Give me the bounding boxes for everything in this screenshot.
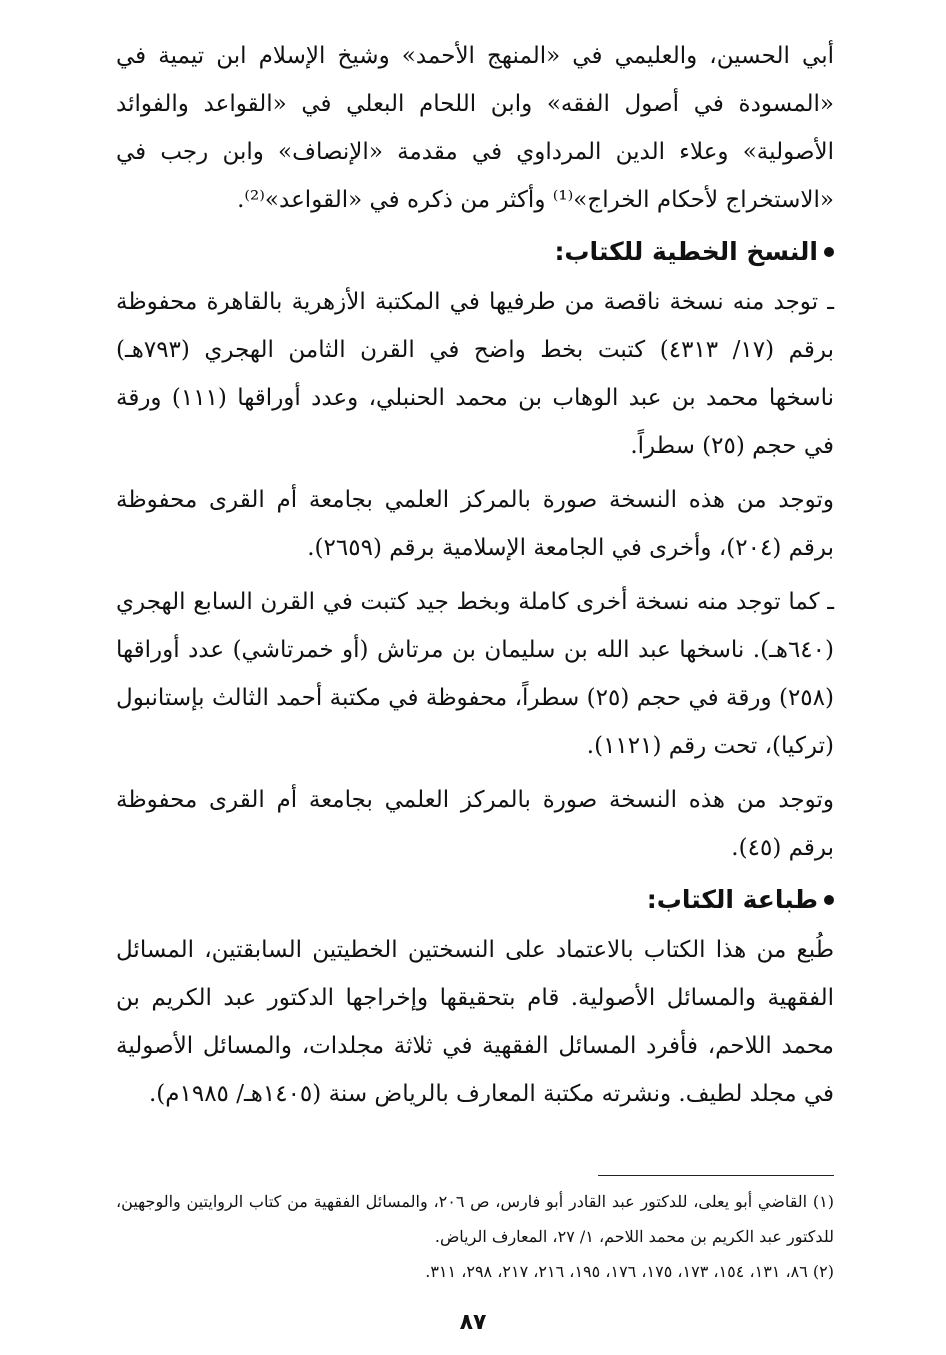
page-number: ٨٧ [459, 1310, 487, 1335]
manuscript-paragraph-3: ـ كما توجد منه نسخة أخرى كاملة وبخط جيد كتبت في القرن السابع الهجري (٦٤٠هـ). ناسخها عبد الله بن سليمان بن مرتاش (أو خمرتاشي) عدد أوراقها (٢٥٨) ورقة في حجم (٢٥) سطراً، محفوظة في مكتبة أحمد الثالث بإستانبول (تركيا)، تحت رقم (١١٢١). [116, 589, 834, 759]
manuscripts-heading [116, 228, 834, 276]
manuscript-paragraph-2: وتوجد من هذه النسخة صورة بالمركز العلمي بجامعة أم القرى محفوظة برقم (٢٠٤)، وأخرى في الجامعة الإسلامية برقم (٢٦٥٩). [116, 487, 834, 561]
manuscripts-heading-text: النسخ الخطية للكتاب: [554, 237, 818, 266]
footnotes [116, 1184, 834, 1289]
bullet-icon [824, 895, 834, 905]
footnote-divider [598, 1175, 834, 1176]
intro-paragraph: أبي الحسين، والعليمي في «المنهج الأحمد» وشيخ الإسلام ابن تيمية في «المسودة في أصول الفقه» وابن اللحام البعلي في «القواعد والفوائد الأصولية» وعلاء الدين المرداوي في مقدمة «الإنصاف» وابن رجب في «الاستخراج لأحكام الخراج»⁽¹⁾ وأكثر من ذكره في «القواعد»⁽²⁾. [116, 43, 834, 213]
main-text [116, 32, 834, 1118]
printing-heading-text: طباعة الكتاب: [646, 885, 818, 914]
printing-paragraph: طُبع من هذا الكتاب بالاعتماد على النسختين الخطيتين السابقتين، المسائل الفقهية والمسائل الأصولية. قام بتحقيقها وإخراجها الدكتور عبد الكريم بن محمد اللاحم، فأفرد المسائل الفقهية في ثلاثة مجلدات، والمسائل الأصولية في مجلد لطيف. ونشرته مكتبة المعارف بالرياض سنة (١٤٠٥هـ/ ١٩٨٥م). [116, 937, 834, 1107]
manuscript-paragraph-1: ـ توجد منه نسخة ناقصة من طرفيها في المكتبة الأزهرية بالقاهرة محفوظة برقم (١٧/ ٤٣١٣) كتبت بخط واضح في القرن الثامن الهجري (٧٩٣هـ) ناسخها محمد بن عبد الوهاب بن محمد الحنبلي، وعدد أوراقها (١١١) ورقة في حجم (٢٥) سطراً. [116, 289, 835, 459]
footnote-1: (١) القاضي أبو يعلى، للدكتور عبد القادر أبو فارس، ص ٢٠٦، والمسائل الفقهية من كتاب الروايتين والوجهين، للدكتور عبد الكريم بن محمد اللاحم، ١/ ٢٧، المعارف الرياض. [116, 1192, 834, 1246]
printing-heading [116, 876, 834, 924]
manuscript-paragraph-4: وتوجد من هذه النسخة صورة بالمركز العلمي بجامعة أم القرى محفوظة برقم (٤٥). [116, 787, 834, 861]
footnote-2: (٢) ٨٦، ١٣١، ١٥٤، ١٧٣، ١٧٥، ١٧٦، ١٩٥، ٢١٦، ٢١٧، ٢٩٨، ٣١١. [425, 1262, 834, 1281]
bullet-icon [824, 247, 834, 257]
